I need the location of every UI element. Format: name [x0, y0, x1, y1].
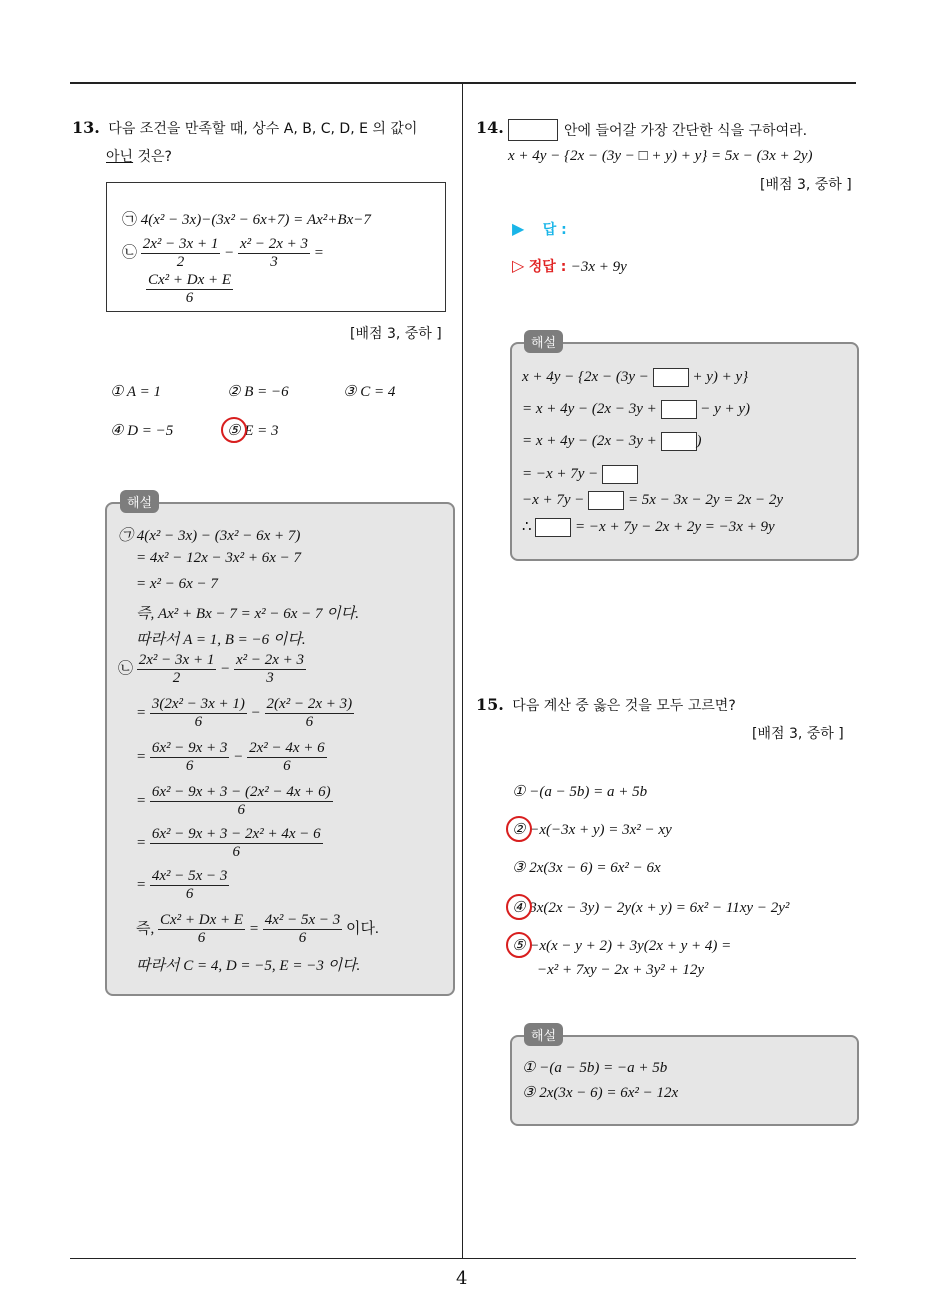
- q14-correct-label: 정답 :: [528, 259, 567, 275]
- q13-solution-tag: 해설: [120, 490, 159, 513]
- q13-choice-3[interactable]: ③ C = 4: [343, 384, 396, 400]
- q13-sol2-f1b: $\frac{\text{x² − 2x + 3}}{3}$: [235, 652, 305, 686]
- q13-sol2-row1: ㉡ $\frac{\text{2x² − 3x + 1}}{2}$ − $\frac{\text{x² − 2x + 3}}{3}$: [118, 652, 305, 686]
- q13-sol2-label: ㉡: [118, 660, 134, 677]
- page-number: 4: [456, 1268, 468, 1289]
- q13-sol-line5: 따라서 A = 1, B = −6 이다.: [136, 632, 306, 648]
- q15-prompt: 다음 계산 중 옳은 것을 모두 고르면?: [512, 698, 736, 714]
- q14-sol-line1: x + 4y − {2x − (3y − + y) + y}: [522, 368, 748, 387]
- q14-sol-blank: [602, 465, 638, 484]
- q13-underlined-word: 아닌: [106, 149, 134, 165]
- q15-choice-4[interactable]: ④ 3x(2x − 3y) − 2y(x + y) = 6x² − 11xy − 2y²: [512, 900, 790, 916]
- q15-choice-3[interactable]: ③ 2x(3x − 6) = 6x² − 6x: [512, 860, 661, 876]
- q13-choice-5[interactable]: ⑤ E = 3: [227, 423, 279, 439]
- q14-number: 14.: [476, 118, 504, 137]
- q13-prompt-line2: [106, 146, 172, 166]
- q14-answer-label: 답 :: [542, 222, 567, 238]
- q14-sol-line6: ∴ = −x + 7y − 2x + 2y = −3x + 9y: [522, 517, 775, 537]
- q14-sol-line4: = −x + 7y −: [522, 465, 638, 484]
- q15-answer-mark-2: [506, 816, 532, 842]
- q14-blank-box: [508, 119, 558, 141]
- q14-meta: [배점 3, 중하 ]: [760, 177, 852, 193]
- q15-number: 15.: [476, 695, 504, 714]
- q13-sol-line3: = x² − 6x − 7: [136, 576, 218, 592]
- q15-choice-5-cont: −x² + 7xy − 2x + 3y² + 12y: [537, 962, 705, 978]
- q13-sol2-f6: $\frac{\text{4x² − 5x − 3}}{6}$: [151, 868, 228, 902]
- q15-choice-5[interactable]: ⑤ −x(x − y + 2) + 3y(2x + y + 4) =: [512, 938, 732, 954]
- q13-sol-line4: 즉, Ax² + Bx − 7 = x² − 6x − 7 이다.: [136, 606, 360, 622]
- q14-sol-blank: [661, 400, 697, 419]
- q14-answer-row: [512, 219, 567, 239]
- q13-number: 13.: [72, 118, 100, 137]
- q13-sol2-f2b: $\frac{\text{2(x² − 2x + 3)}}{6}$: [266, 696, 353, 730]
- q15-choice-1[interactable]: ① −(a − 5b) = a + 5b: [512, 784, 648, 800]
- q15-solution-box: [510, 1035, 859, 1126]
- q13-condition2: ㉡ $\frac{\text{2x² − 3x + 1}}{2}$ − $\frac{\text{x² − 2x + 3}}{3}$ =: [122, 236, 324, 270]
- q14-sol-line2: = x + 4y − (2x − 3y + − y + y): [522, 400, 750, 419]
- q14-sol-blank: [535, 518, 571, 537]
- q13-condition1-expr: 4(x² − 3x)−(3x² − 6x+7) = Ax²+Bx−7: [140, 212, 371, 228]
- q13-sol2-row2: = $\frac{\text{3(2x² − 3x + 1)}}{6}$ − $\frac{\text{2(x² − 2x + 3)}}{6}$: [136, 696, 353, 730]
- q14-heading: [476, 118, 504, 137]
- q15-heading: [476, 695, 736, 715]
- q13-answer-mark: [221, 417, 247, 443]
- q13-sol2-f3b: $\frac{\text{2x² − 4x + 6}}{6}$: [249, 740, 325, 774]
- q14-prompt: 안에 들어갈 가장 간단한 식을 구하여라.: [564, 123, 808, 139]
- q13-sol-line1: ㉠ 4(x² − 3x) − (3x² − 6x + 7): [118, 528, 301, 544]
- q15-solution-tag: 해설: [524, 1023, 563, 1046]
- q15-choice-2[interactable]: ② −x(−3x + y) = 3x² − xy: [512, 822, 672, 838]
- q13-sol2-f3a: $\frac{\text{6x² − 9x + 3}}{6}$: [151, 740, 228, 774]
- q13-sol2-row5: = $\frac{\text{6x² − 9x + 3 − 2x² + 4x − 6}}{6}$: [136, 826, 321, 860]
- q13-sol2-row4: = $\frac{\text{6x² − 9x + 3 − (2x² − 4x + 6)}}{6}$: [136, 784, 331, 818]
- q13-condition2-label: ㉡: [122, 244, 138, 261]
- q15-answer-mark-4: [506, 894, 532, 920]
- q15-sol-line1: ① −(a − 5b) = −a + 5b: [522, 1060, 668, 1076]
- q14-solution-tag: 해설: [524, 330, 563, 353]
- q13-sol2-f5: $\frac{\text{6x² − 9x + 3 − 2x² + 4x − 6}}{6}$: [151, 826, 321, 860]
- top-rule: [70, 82, 856, 84]
- q14-sol-line3: = x + 4y − (2x − 3y + ): [522, 432, 702, 451]
- q14-correct-arrow-icon: ▷: [512, 256, 525, 275]
- q13-condition1-label: ㉠: [122, 212, 138, 228]
- q13-heading: [72, 118, 417, 138]
- q13-sol-final: 따라서 C = 4, D = −5, E = −3 이다.: [136, 958, 361, 974]
- q13-meta: [배점 3, 중하 ]: [350, 326, 442, 342]
- q13-sol2-row6: = $\frac{\text{4x² − 5x − 3}}{6}$: [136, 868, 228, 902]
- q13-choice-1[interactable]: ① A = 1: [110, 384, 161, 400]
- column-divider: [462, 83, 463, 1259]
- q14-sol-blank: [588, 491, 624, 510]
- q13-sol2-f2a: $\frac{\text{3(2x² − 3x + 1)}}{6}$: [151, 696, 245, 730]
- q13-choice-2[interactable]: ② B = −6: [227, 384, 289, 400]
- q14-sol-line5: −x + 7y − = 5x − 3x − 2y = 2x − 2y: [522, 491, 783, 510]
- q13-prompt-line1: 다음 조건을 만족할 때, 상수 A, B, C, D, E 의 값이: [108, 121, 418, 137]
- q13-sol-conclude-f1: $\frac{\text{Cx² + Dx + E}}{6}$: [160, 912, 244, 946]
- q13-choice-4[interactable]: ④ D = −5: [110, 423, 174, 439]
- q15-sol-line2: ③ 2x(3x − 6) = 6x² − 12x: [522, 1085, 679, 1101]
- q14-correct-value: −3x + 9y: [570, 259, 627, 275]
- q14-answer-arrow-icon: ▶: [512, 219, 525, 238]
- q13-sol-conclude-f2: $\frac{\text{4x² − 5x − 3}}{6}$: [264, 912, 341, 946]
- q13-c2-frac2: $\frac{\text{x² − 2x + 3}}{3}$: [239, 236, 309, 270]
- bottom-rule: [70, 1258, 856, 1259]
- q13-c2-frac1: $\frac{\text{2x² − 3x + 1}}{2}$: [142, 236, 219, 270]
- q13-prompt-rest: 것은?: [133, 149, 172, 165]
- q13-sol-conclude: 즉, $\frac{\text{Cx² + Dx + E}}{6}$ = $\frac{\text{4x² − 5x − 3}}{6}$ 이다.: [136, 912, 379, 946]
- q13-condition2-rhs: [146, 272, 233, 307]
- q13-sol2-row3: = $\frac{\text{6x² − 9x + 3}}{6}$ − $\frac{\text{2x² − 4x + 6}}{6}$: [136, 740, 325, 774]
- q13-sol2-f4: $\frac{\text{6x² − 9x + 3 − (2x² − 4x + 6)}}{6}$: [151, 784, 331, 818]
- q14-correct-row: [512, 256, 627, 276]
- q14-sol-blank: [653, 368, 689, 387]
- q15-meta: [배점 3, 중하 ]: [752, 726, 844, 742]
- q13-sol-conclude-post: 이다.: [346, 920, 379, 937]
- q14-equation: x + 4y − {2x − (3y − □ + y) + y} = 5x − (3x + 2y): [508, 148, 813, 164]
- q13-condition1: [122, 208, 371, 229]
- q14-sol-blank: [661, 432, 697, 451]
- q13-c2-frac3: $\frac{\text{Cx² + Dx + E}}{6}$: [148, 272, 232, 306]
- q13-sol-line2: = 4x² − 12x − 3x² + 6x − 7: [136, 550, 301, 566]
- q13-sol2-f1a: $\frac{\text{2x² − 3x + 1}}{2}$: [138, 652, 215, 686]
- q15-answer-mark-5: [506, 932, 532, 958]
- q13-sol-conclude-pre: 즉,: [136, 920, 155, 937]
